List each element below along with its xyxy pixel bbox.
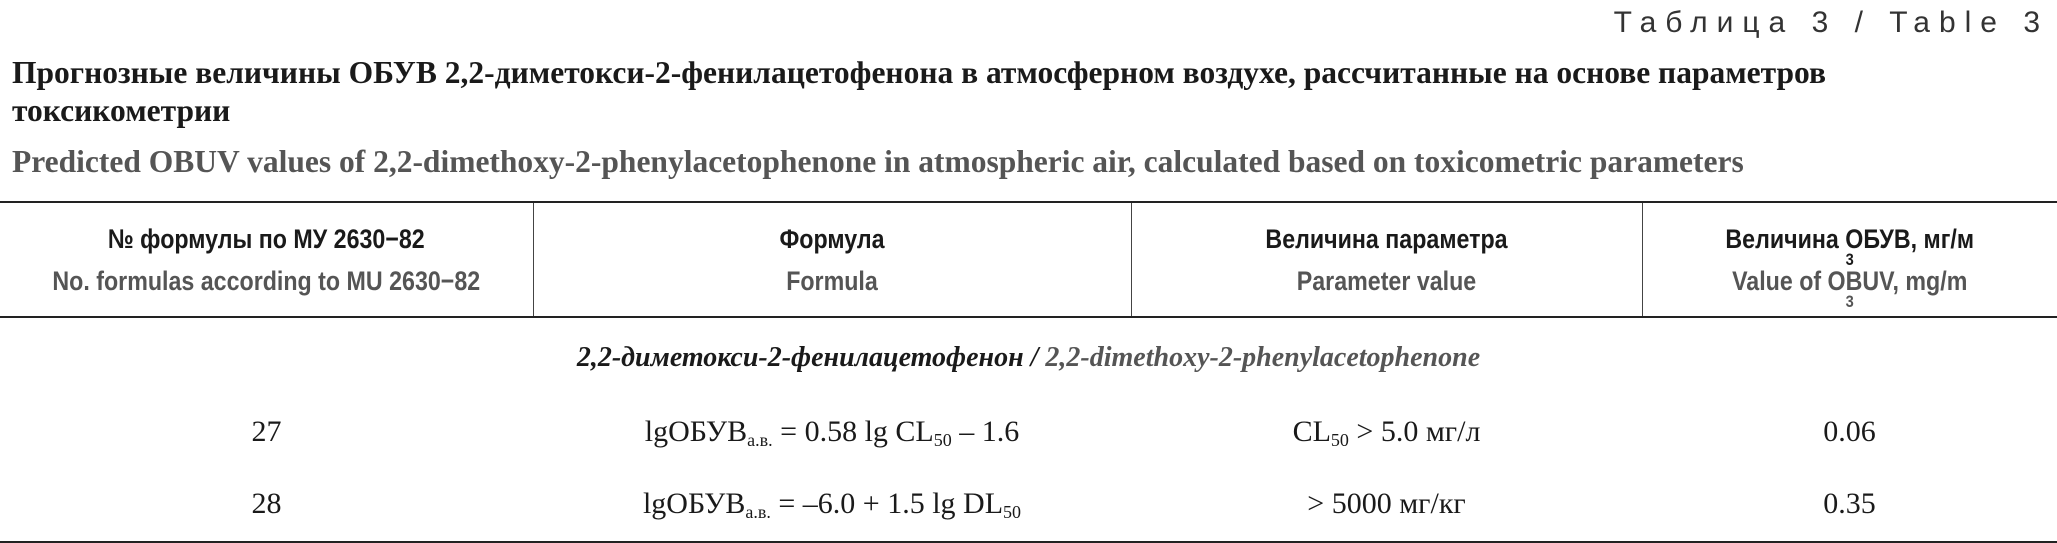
obuv-value-cell: 0.06 [1823,415,1876,448]
formula-lhs: lgОБУВ [644,415,748,448]
table-title-en: Predicted OBUV values of 2,2-dimethoxy-2-phenylacetophenone in atmospheric air, calculated based on toxicometric parameters [12,144,1744,179]
section-name-en: 2,2-dimethoxy-2-phenylacetophenone [1045,342,1481,373]
header-ru: Величина ОБУВ, мг/м 3 [1671,218,2027,260]
formula-rhs: = –6.0 + 1.5 lg DL [770,487,1004,520]
parameter-value-cell [1131,397,1642,467]
param-value: > 5000 мг/кг [1307,487,1466,520]
table-row [0,397,2057,467]
header-en: Value of OBUV, mg/m 3 [1671,260,2027,302]
formula-cell [533,467,1131,542]
header-text: Величина ОБУВ, мг/м [1725,223,1975,254]
header-en: No. formulas according to MU 2630−82 [52,265,481,296]
formula-tail: – 1.6 [951,415,1020,448]
section-separator: / [1023,342,1046,373]
formula-cell [533,397,1131,467]
table-title-ru: Прогнозные величины ОБУВ 2,2-диметокси-2-фенилацетофенона в атмосферном воздухе, рассчитанные на основе параметров токсикометрии [12,55,1827,128]
header-ru: № формулы по МУ 2630−82 [107,223,425,254]
table-row [0,467,2057,542]
obuv-value-cell: 0.35 [1823,487,1876,520]
parameter-value-cell [1131,467,1642,542]
formula-lhs-subscript: а.в. [745,502,771,522]
header-text: Value of OBUV, mg/m [1732,265,1968,296]
header-ru: Величина параметра [1265,223,1508,254]
header-ru: Формула [779,223,885,254]
formula-number-cell: 28 [251,487,282,520]
formula-rhs-subscript: 50 [933,430,952,450]
table-header-row [0,202,2057,317]
header-en: Formula [786,265,878,296]
header-en: Parameter value [1296,265,1477,296]
param-symbol: CL [1292,415,1331,448]
formula-lhs: lgОБУВ [642,487,746,520]
formula-rhs-subscript: 50 [1003,502,1022,522]
section-heading [0,317,2057,397]
header-parameter-value [1167,202,1606,317]
formula-number-cell: 27 [251,415,282,448]
section-name-ru: 2,2-диметокси-2-фенилацетофенон [576,342,1024,373]
section-row [0,317,2057,397]
data-table [0,201,2057,543]
formula-rhs: = 0.58 lg CL [772,415,934,448]
param-subscript: 50 [1330,430,1349,450]
formula-lhs-subscript: а.в. [747,430,773,450]
header-obuv-value [1671,202,2028,317]
param-value: > 5.0 мг/л [1348,415,1481,448]
table-label: Таблица 3 / Table 3 [1613,6,2049,39]
header-formula-number [37,202,495,317]
header-formula [575,202,1089,317]
